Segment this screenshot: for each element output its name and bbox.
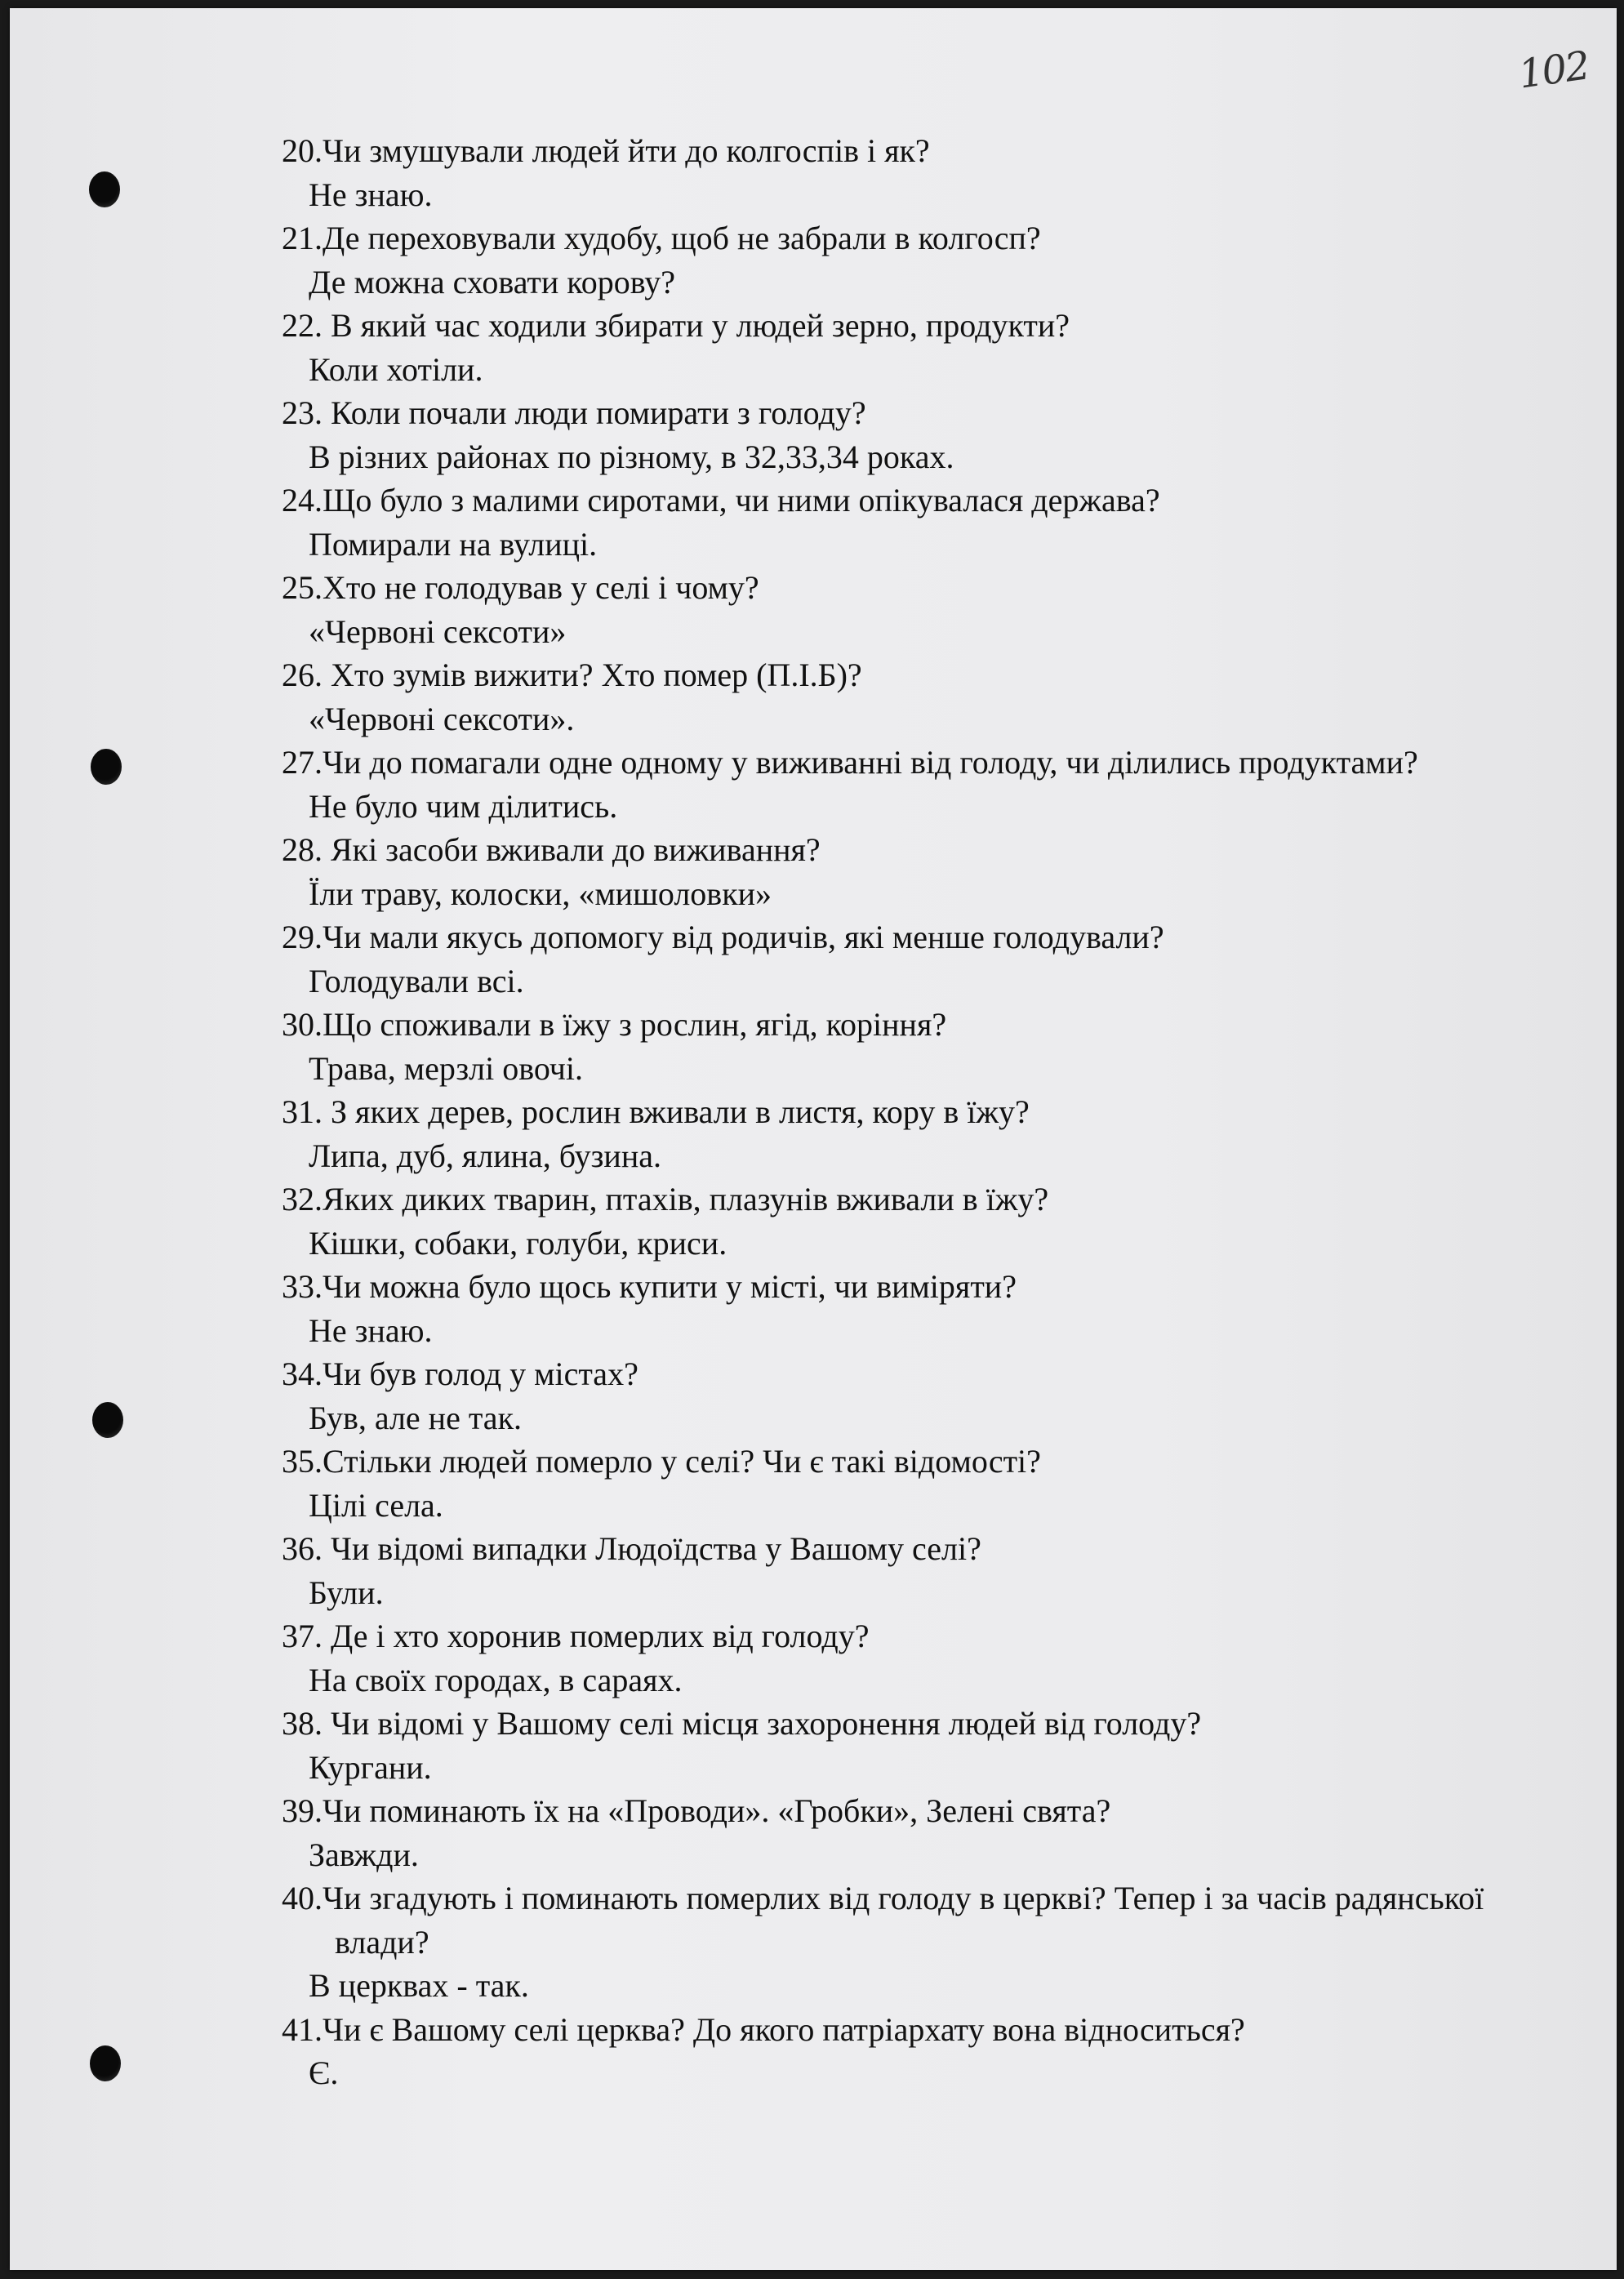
answer: Не знаю. [309, 1311, 433, 1349]
qa-item [282, 1177, 1515, 1265]
answer: Кургани. [309, 1748, 432, 1786]
question: 26. Хто зумів вижити? Хто помер (П.І.Б)? [282, 657, 862, 693]
question: 20.Чи змушували людей йти до колгоспів і як? [282, 132, 930, 169]
question: 27.Чи до помагали одне одному у виживанні від голоду, чи ділились продуктами? [282, 744, 1418, 781]
qa-item [282, 1702, 1515, 1789]
questionnaire-list [282, 129, 1515, 2095]
answer: Липа, дуб, ялина, бузина. [309, 1137, 661, 1174]
answer: «Червоні сексоти» [309, 612, 567, 650]
answer: Їли траву, колоски, «мишоловки» [309, 875, 772, 912]
question: 23. Коли почали люди помирати з голоду? [282, 394, 866, 431]
answer: Не було чим ділитись. [309, 787, 618, 825]
answer: «Червоні сексоти». [309, 700, 575, 737]
answer: Були. [309, 1573, 384, 1611]
punch-hole [92, 1402, 123, 1438]
question: 34.Чи був голод у містах? [282, 1355, 638, 1392]
question: 32.Яких диких тварин, птахів, плазунів вживали в їжу? [282, 1181, 1049, 1217]
answer: Цілі села. [309, 1486, 443, 1524]
qa-item [282, 1876, 1515, 2008]
question: 41.Чи є Вашому селі церква? До якого патріархату вона відноситься? [282, 2010, 1245, 2048]
qa-item [282, 129, 1515, 216]
answer: Де можна сховати корову? [309, 263, 675, 300]
question: 24.Що було з малими сиротами, чи ними опікувалася держава? [282, 482, 1160, 519]
answer: В церквах - так. [309, 1967, 529, 2004]
answer: Трава, мерзлі овочі. [309, 1049, 584, 1087]
qa-item [282, 216, 1515, 304]
punch-hole [91, 749, 122, 785]
question: 25.Хто не голодував у селі і чому? [282, 569, 759, 606]
question: 30.Що споживали в їжу з рослин, ягід, коріння? [282, 1006, 947, 1043]
answer: Коли хотіли. [309, 350, 483, 388]
answer: Помирали на вулиці. [309, 525, 598, 563]
qa-item [282, 1090, 1515, 1177]
answer: В різних районах по різному, в 32,33,34 роках. [309, 438, 954, 475]
question: 22. В який час ходили збирати у людей зерно, продукти? [282, 307, 1070, 344]
answer: Голодували всі. [309, 962, 524, 999]
answer: Є. [309, 2054, 339, 2091]
question: 38. Чи відомі у Вашому селі місця захоронення людей від голоду? [282, 1705, 1202, 1742]
question: 31. З яких дерев, рослин вживали в листя, кору в їжу? [282, 1093, 1030, 1130]
qa-item [282, 1527, 1515, 1614]
answer: Був, але не так. [309, 1399, 522, 1436]
qa-item [282, 915, 1515, 1003]
punch-hole [90, 2045, 121, 2081]
qa-item [282, 304, 1515, 391]
qa-item [282, 1440, 1515, 1527]
question: 40.Чи згадують і поминають померлих від голоду в церкві? Тепер і за часів радянської влади? [282, 1880, 1484, 1961]
qa-item [282, 2008, 1515, 2095]
answer: На своїх городах, в сараях. [309, 1661, 683, 1698]
question: 29.Чи мали якусь допомогу від родичів, які менше голодували? [282, 919, 1164, 955]
qa-item [282, 653, 1515, 741]
document-page [10, 8, 1617, 2270]
punch-hole [89, 171, 120, 207]
qa-item [282, 479, 1515, 566]
question: 35.Стільки людей померло у селі? Чи є такі відомості? [282, 1443, 1041, 1480]
qa-item [282, 1265, 1515, 1352]
answer: Кішки, собаки, голуби, криси. [309, 1224, 727, 1262]
question: 21.Де переховували худобу, щоб не забрали в колгосп? [282, 220, 1041, 256]
handwritten-page-number: 102 [1515, 42, 1592, 98]
qa-item [282, 1614, 1515, 1702]
qa-item [282, 1789, 1515, 1876]
answer: Не знаю. [309, 176, 433, 213]
qa-item [282, 566, 1515, 653]
question: 28. Які засоби вживали до виживання? [282, 831, 821, 868]
qa-item [282, 1003, 1515, 1090]
question: 33.Чи можна було щось купити у місті, чи виміряти? [282, 1268, 1017, 1305]
qa-item [282, 741, 1515, 828]
question: 36. Чи відомі випадки Людоїдства у Вашому селі? [282, 1530, 981, 1567]
question: 39.Чи поминають їх на «Проводи». «Гробки», Зелені свята? [282, 1792, 1111, 1829]
question: 37. Де і хто хоронив померлих від голоду? [282, 1618, 870, 1654]
answer: Завжди. [309, 1836, 419, 1873]
qa-item [282, 391, 1515, 479]
qa-item [282, 828, 1515, 915]
qa-item [282, 1352, 1515, 1440]
